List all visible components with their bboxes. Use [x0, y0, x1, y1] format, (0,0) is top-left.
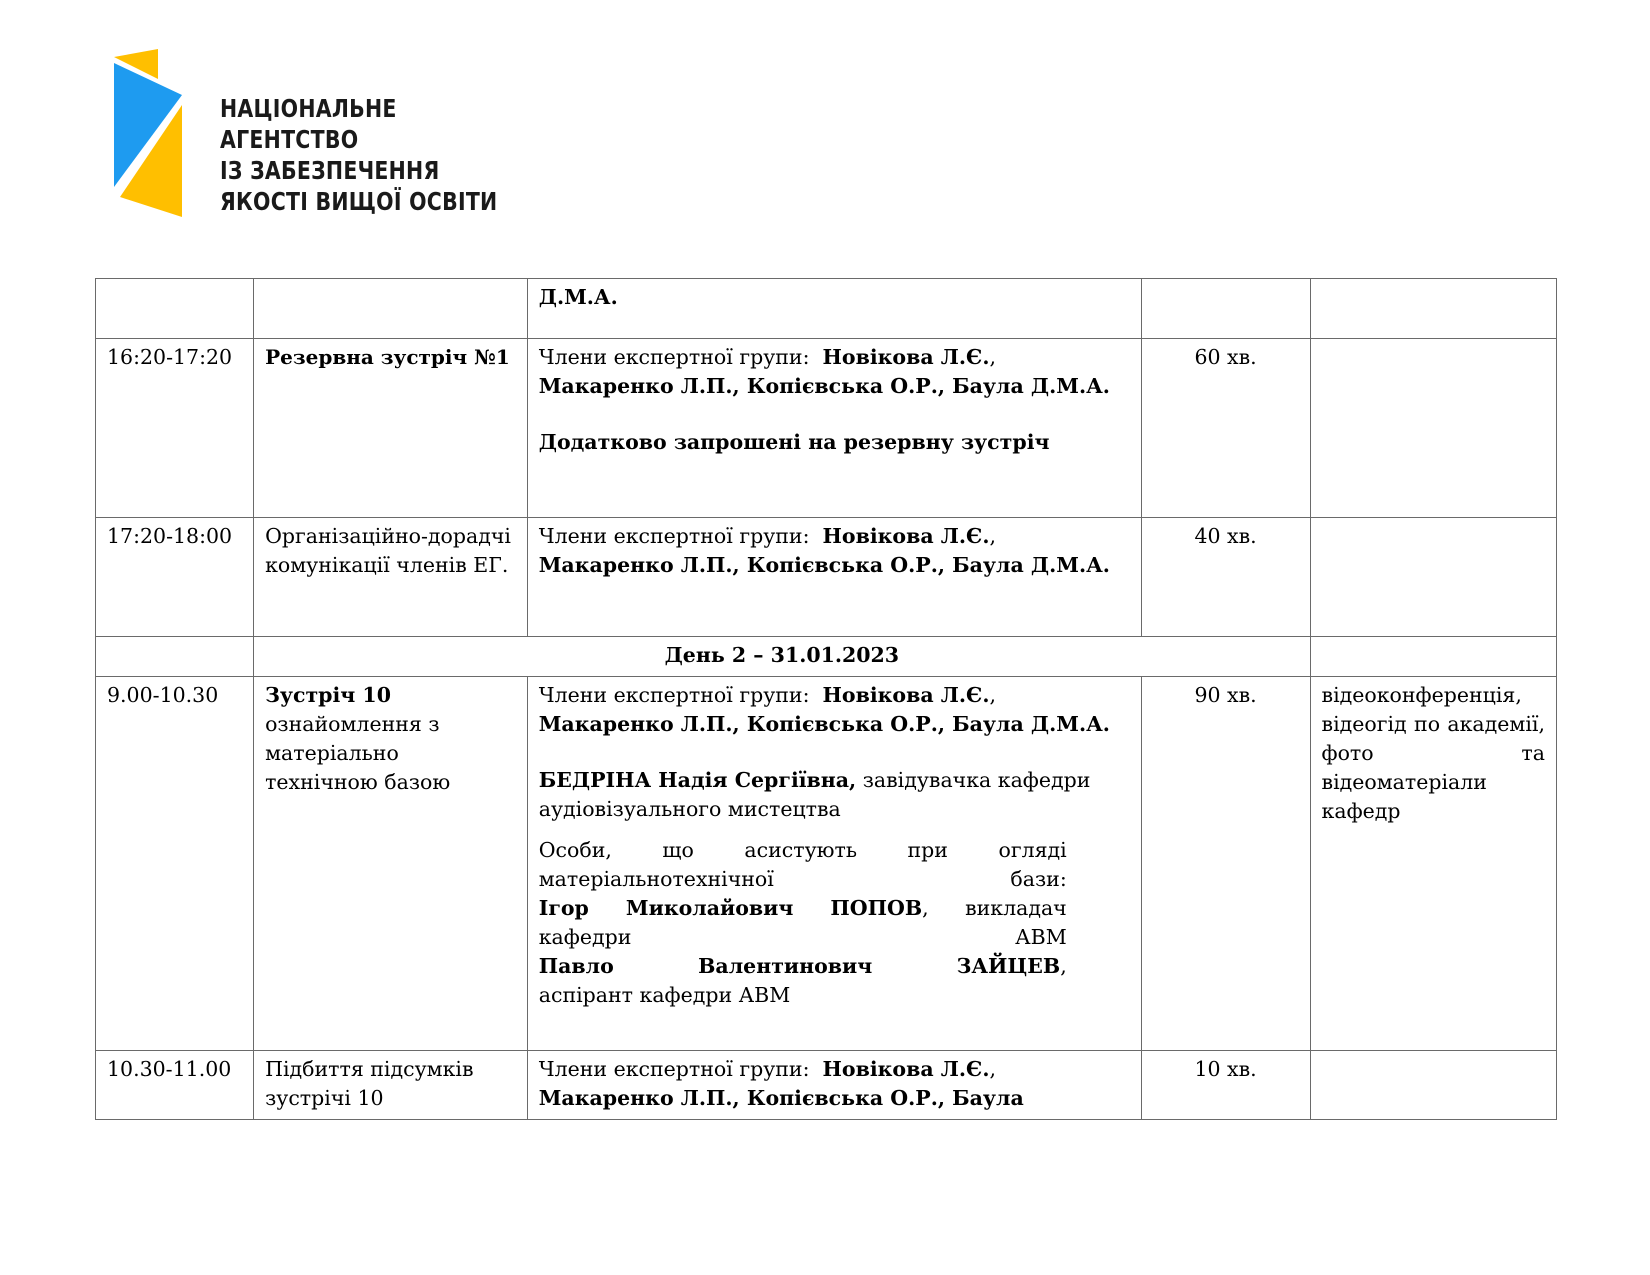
agency-logo-emblem-icon: [110, 45, 190, 230]
agency-name-line: ЯКОСТІ ВИЩОЇ ОСВІТИ: [220, 187, 498, 216]
notes-cell: [1310, 339, 1556, 518]
duration-cell: 40 хв.: [1141, 518, 1310, 637]
participants-names: Д.М.А.: [538, 285, 618, 309]
person-role: завідувачка кафедри аудіовізуального мистецтва: [538, 768, 1091, 821]
table-row: [96, 1051, 1557, 1120]
time-cell: 10.30-11.00: [96, 1051, 254, 1120]
participants-names: Макаренко Л.П., Копієвська О.Р., Баула Д.М.А.: [538, 374, 1110, 398]
participants-prefix: Члени експертної групи:: [538, 1057, 810, 1081]
title-cell: Організаційно-дорадчі комунікації членів ЕГ.: [254, 518, 528, 637]
participants-prefix: Члени експертної групи:: [538, 345, 810, 369]
notes-cell: [1310, 518, 1556, 637]
person-role: кафедри: [538, 925, 632, 949]
table-row: [96, 677, 1557, 1051]
extra-invited: Додатково запрошені на резервну зустріч: [538, 430, 1050, 454]
meeting-description: ознайомлення з матеріально технічною базою: [265, 712, 451, 794]
person-comma: ,: [1060, 954, 1067, 978]
person-role-line: [539, 923, 1067, 952]
participants-names: Макаренко Л.П., Копієвська О.Р., Баула Д.М.А.: [538, 712, 1110, 736]
time-cell: 9.00-10.30: [96, 677, 254, 1051]
notes-cell: [1310, 637, 1556, 677]
spacer: [539, 401, 1130, 428]
participants-names: Макаренко Л.П., Копієвська О.Р., Баула Д.М.А.: [538, 553, 1110, 577]
assist-line: Особи, що асистують при огляді: [538, 838, 1067, 862]
title-cell: [254, 339, 528, 518]
person-name: БЕДРІНА Надія Сергіївна,: [538, 768, 857, 792]
agency-name-line: АГЕНТСТВО: [220, 125, 359, 154]
table-row: [96, 339, 1557, 518]
person-name: Павло Валентинович ЗАЙЦЕВ: [538, 954, 1061, 978]
title-cell: [254, 279, 528, 339]
participants-names: Новікова Л.Є.: [822, 1057, 990, 1081]
participants-names: Новікова Л.Є.: [822, 683, 990, 707]
time-cell: [96, 279, 254, 339]
participants-prefix: Члени експертної групи:: [538, 524, 810, 548]
participants-names: Новікова Л.Є.: [822, 345, 990, 369]
spacer: [539, 739, 1130, 766]
agency-name-line: НАЦІОНАЛЬНЕ: [220, 94, 397, 123]
title-cell: [254, 677, 528, 1051]
duration-cell: 60 хв.: [1141, 339, 1310, 518]
duration-cell: 10 хв.: [1141, 1051, 1310, 1120]
person-role: , викладач: [922, 896, 1067, 920]
person-entry: [539, 952, 1067, 981]
meeting-title: Резервна зустріч №1: [265, 345, 510, 369]
person-entry: [539, 766, 1130, 824]
participants-block: Члени експертної групи: Новікова Л.Є., Макаренко Л.П., Копієвська О.Р., Баула Д.М.А.: [538, 345, 1110, 398]
duration-cell: 90 хв.: [1141, 677, 1310, 1051]
table-row: [96, 518, 1557, 637]
participants-prefix: Члени експертної групи:: [538, 683, 810, 707]
participants-cell: Члени експертної групи: Новікова Л.Є., Макаренко Л.П., Копієвська О.Р., Баула Д.М.А.: [527, 518, 1141, 637]
spacer: [539, 824, 1130, 836]
participants-cell: [527, 339, 1141, 518]
schedule-table: [95, 278, 1557, 1120]
person-role: аспірант кафедри АВМ: [538, 983, 791, 1007]
table-row: [96, 279, 1557, 339]
person-name: Ігор Миколайович ПОПОВ: [538, 896, 923, 920]
day-label: День 2 – 31.01.2023: [254, 637, 1310, 677]
agency-logo: [110, 45, 498, 235]
agency-name: [220, 93, 497, 217]
meeting-title: Зустріч 10: [265, 683, 391, 707]
person-entry: [539, 894, 1067, 923]
time-cell: 16:20-17:20: [96, 339, 254, 518]
time-cell: [96, 637, 254, 677]
duration-cell: [1141, 279, 1310, 339]
assist-line: матеріальнотехнічної бази:: [538, 867, 1067, 891]
notes-cell: [1310, 1051, 1556, 1120]
person-role: АВМ: [1015, 925, 1067, 949]
agency-name-line: ІЗ ЗАБЕЗПЕЧЕННЯ: [220, 156, 440, 185]
participants-names: Макаренко Л.П., Копієвська О.Р., Баула: [538, 1086, 1024, 1110]
participants-cell: [527, 677, 1141, 1051]
notes-cell: відеоконференція, відеогід по академії, фото та відеоматеріали кафедр: [1310, 677, 1556, 1051]
participants-block: Члени експертної групи: Новікова Л.Є., Макаренко Л.П., Копієвська О.Р., Баула Д.М.А.: [538, 683, 1110, 736]
participants-cell: [527, 279, 1141, 339]
day-separator-row: [96, 637, 1557, 677]
participants-cell: Члени експертної групи: Новікова Л.Є., Макаренко Л.П., Копієвська О.Р., Баула: [527, 1051, 1141, 1120]
title-cell: Підбиття підсумків зустрічі 10: [254, 1051, 528, 1120]
time-cell: 17:20-18:00: [96, 518, 254, 637]
participants-names: Новікова Л.Є.: [822, 524, 990, 548]
notes-cell: [1310, 279, 1556, 339]
